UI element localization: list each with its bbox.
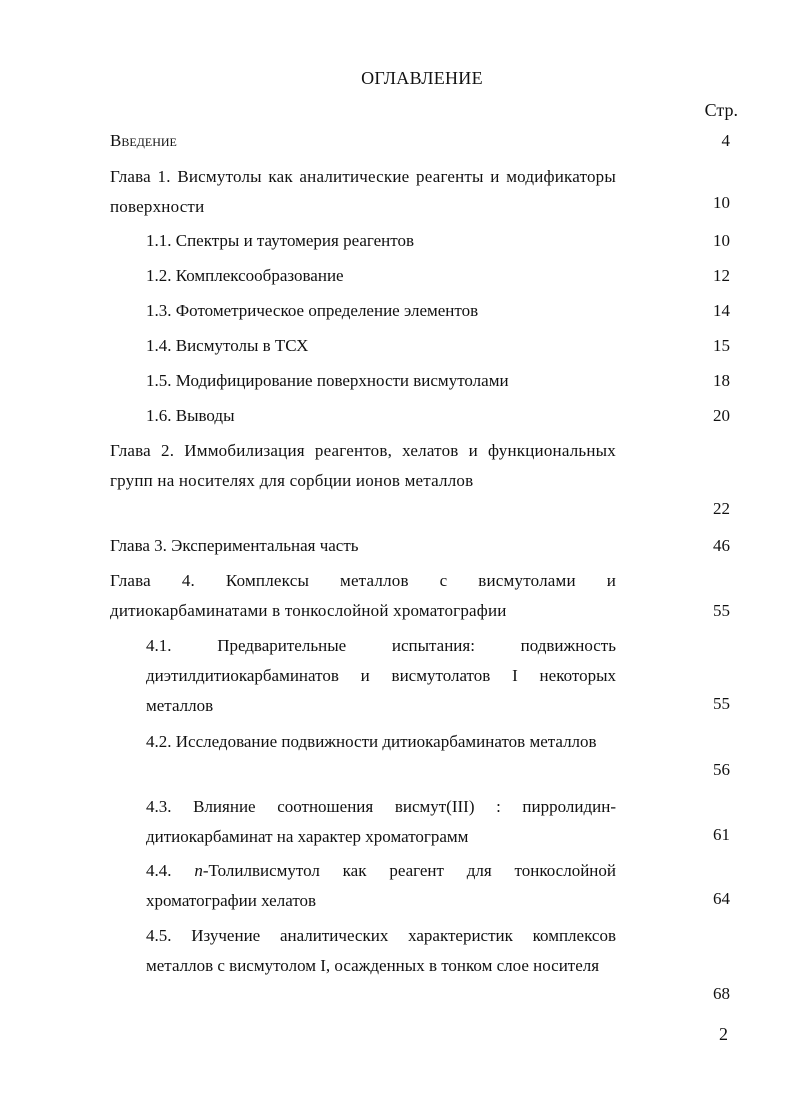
toc-entry-page: 22 bbox=[713, 499, 730, 518]
toc-entry-chapter-3 bbox=[110, 531, 730, 561]
toc-entry-page: 55 bbox=[713, 694, 730, 713]
toc-entry-chapter-2 bbox=[110, 436, 730, 528]
toc-entry-1-1 bbox=[146, 226, 730, 256]
toc-entry-page: 12 bbox=[713, 266, 730, 285]
toc-entry-page: 14 bbox=[713, 301, 730, 320]
toc-entry-page: 10 bbox=[713, 193, 730, 212]
toc-entry-text: 4.3. Влияние соотношения висмут(III) : пирролидин-дитиокарбаминат на характер хроматограмм bbox=[146, 797, 616, 846]
toc-entry-page: 55 bbox=[713, 601, 730, 620]
toc-entry-text: 1.5. Модифицирование поверхности висмутолами bbox=[146, 371, 509, 390]
toc-entry-page: 10 bbox=[713, 231, 730, 250]
toc-entry-page: 20 bbox=[713, 406, 730, 425]
toc-entry-text: 1.6. Выводы bbox=[146, 406, 235, 425]
toc-entry-1-3 bbox=[146, 296, 730, 326]
toc-entry-text: Глава 3. Экспериментальная часть bbox=[110, 536, 359, 555]
toc-entry-text: 1.1. Спектры и таутомерия реагентов bbox=[146, 231, 415, 250]
toc-entry-1-2 bbox=[146, 261, 730, 291]
toc-entry-text bbox=[146, 856, 616, 916]
toc-entry-text-rest: -Толилвисмутол как реагент для тонкослойной хроматографии хелатов bbox=[146, 861, 617, 910]
toc-entry-4-5 bbox=[146, 921, 730, 1011]
toc-entry-4-2 bbox=[146, 727, 730, 787]
toc-entry-introduction bbox=[110, 126, 730, 156]
toc-entry-text: 4.1. Предварительные испытания: подвижность диэтилдитиокарбаминатов и висмутолатов I некоторых металлов bbox=[146, 636, 616, 715]
toc-entry-text: 1.3. Фотометрическое определение элементов bbox=[146, 301, 479, 320]
toc-entry-chapter-4 bbox=[110, 566, 730, 628]
toc-entry-text-italic: n bbox=[194, 861, 203, 880]
toc-entry-text: 1.2. Комплексообразование bbox=[146, 266, 344, 285]
toc-entry-1-5 bbox=[146, 366, 730, 396]
toc-entry-text: Глава 2. Иммобилизация реагентов, хелатов и функциональных групп на носителях для сорбции ионов металлов bbox=[110, 441, 616, 490]
toc-entry-text: 4.5. Изучение аналитических характеристик комплексов металлов с висмутолом I, осажденных в тонком слое носителя bbox=[146, 926, 616, 975]
toc-entry-page: 64 bbox=[713, 889, 730, 908]
page-number: 2 bbox=[719, 1024, 728, 1044]
toc-entry-text: 1.4. Висмутолы в ТСХ bbox=[146, 336, 309, 355]
toc-entry-page: 61 bbox=[713, 825, 730, 844]
toc-entry-page: 4 bbox=[721, 131, 730, 150]
toc-entry-text: 4.2. Исследование подвижности дитиокарбаминатов металлов bbox=[146, 732, 597, 751]
toc-entry-1-6 bbox=[146, 401, 730, 431]
toc-entry-page: 46 bbox=[713, 536, 730, 555]
toc-entry-4-3 bbox=[146, 792, 730, 852]
toc-entry-page: 56 bbox=[713, 760, 730, 779]
toc-entry-text: Введение bbox=[110, 131, 177, 150]
toc-entry-text: Глава 1. Висмутолы как аналитические реагенты и модификаторы поверхности bbox=[110, 167, 616, 216]
toc-entry-1-4 bbox=[146, 331, 730, 361]
toc-title: ОГЛАВЛЕНИЕ bbox=[361, 68, 483, 88]
page-column-header: Стр. bbox=[704, 100, 738, 120]
toc-entry-chapter-1 bbox=[110, 162, 730, 224]
toc-entry-4-1 bbox=[146, 631, 730, 721]
toc-entry-page: 15 bbox=[713, 336, 730, 355]
toc-entry-text: Глава 4. Комплексы металлов с висмутолами и дитиокарбаминатами в тонкослойной хроматографии bbox=[110, 571, 616, 620]
toc-entry-page: 68 bbox=[713, 984, 730, 1003]
toc-entry-page: 18 bbox=[713, 371, 730, 390]
toc-entry-4-4 bbox=[146, 856, 730, 916]
toc-entry-text-prefix: 4.4. bbox=[146, 861, 195, 880]
